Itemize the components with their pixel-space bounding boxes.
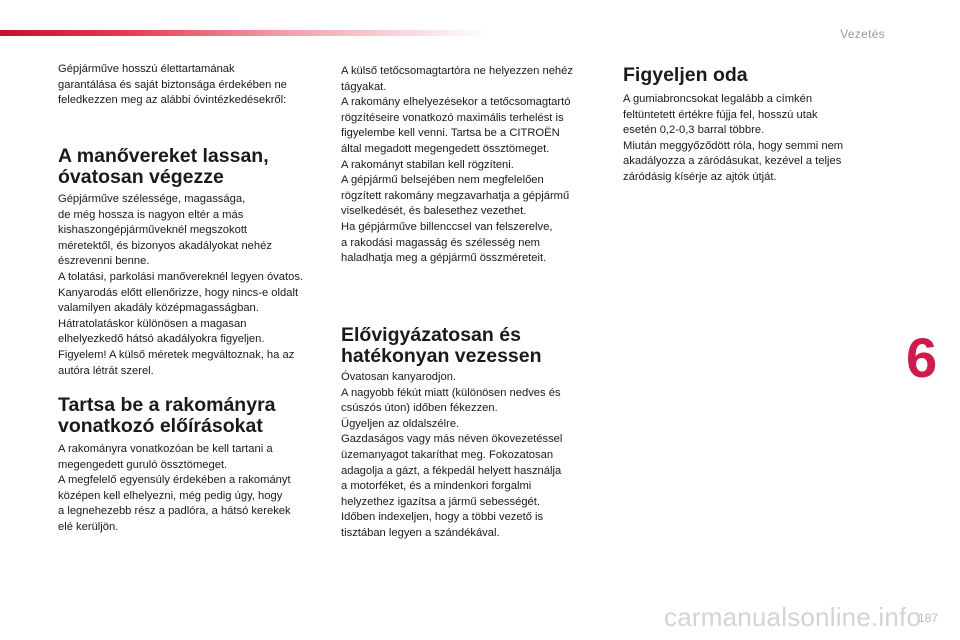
paragraph-maneuver: Gépjárműve szélessége, magassága, de még hossza is nagyon eltér a más kishaszongépjárműveknél megszokott méretektől, és bizonyos akadályokat nehéz észrevenni benne. A tolatási, parkolási manővereknél legyen óvatos. Kanyarodás előtt ellenőrizze, hogy nincs-e oldalt valamilyen akadály középmagasságban. Hátratolatáskor különösen a magasan elhelyezkedő hátsó akadályokra figyeljen. Figyelem! A külső méretek megváltoznak, ha az autóra létrát szerel. <box>58 193 304 377</box>
watermark: carmanualsonline.info <box>664 602 922 632</box>
section-title: Vezetés <box>840 27 885 41</box>
paragraph-load: A rakományra vonatkozóan be kell tartani a megengedett guruló össztömeget. A megfelelő egyensúly érdekében a rakományt középen kell elhelyezni, még pedig úgy, hogy a legnehezebb rész a padlóra, a hátsó kerekek elé kerüljön. <box>58 443 291 533</box>
header-accent-bar <box>0 30 490 36</box>
paragraph-careful-driving: Óvatosan kanyarodjon. A nagyobb fékút miatt (különösen nedves és csúszós úton) időben fékezzen. Ügyeljen az oldalszélre. Gazdaságos vagy más néven ökovezetéssel üzemanyagot takaríthat meg. Fokozatosan adagolja a gázt, a fékpedál helyett használja a motorféket, és a mindenkori forgalmi helyzethez igazítsa a jármű sebességét. Időben indexeljen, hogy a többi vezető is tisztában legyen a szándékával. <box>341 371 563 539</box>
paragraph-attention: A gumiabroncsokat legalább a címkén feltüntetett értékre fújja fel, hosszú utak esetén 0,2-0,3 barral többre. Miután meggyőződött róla, hogy semmi nem akadályozza a záródásukat, kezével a teljes záródásig kísérje az ajtók útját. <box>623 93 844 183</box>
intro-paragraph: Gépjárműve hosszú élettartamának garantálása és saját biztonsága érdekében ne feledkezzen meg az alábbi óvintézkedésekről: <box>58 63 287 107</box>
paragraph-roof-rack: A külső tetőcsomagtartóra ne helyezzen nehéz tágyakat. A rakomány elhelyezésekor a tetőcsomagtartó rögzítéseire vonatkozó maximális terhelést is figyelembe kell venni. Tartsa be a CITROËN által megadott megengedett össztömeget. A rakományt stabilan kell rögzíteni. A gépjármű belsejében nem megfelelően rögzített rakomány megzavarhatja a gépjármű viselkedését, és balesethez vezethet. Ha gépjárműve billenccsel van felszerelve, a rakodási magasság és szélesség nem haladhatja meg a gépjármű összméreteit. <box>341 65 573 265</box>
page-number: 187 <box>917 611 938 625</box>
heading-attention: Figyeljen oda <box>623 64 748 86</box>
chapter-number: 6 <box>906 326 938 389</box>
heading-load: Tartsa be a rakományra vonatkozó előírásokat <box>58 394 276 437</box>
heading-maneuver: A manővereket lassan, óvatosan végezze <box>58 145 269 188</box>
heading-careful-driving: Elővigyázatosan és hatékonyan vezessen <box>341 324 542 367</box>
